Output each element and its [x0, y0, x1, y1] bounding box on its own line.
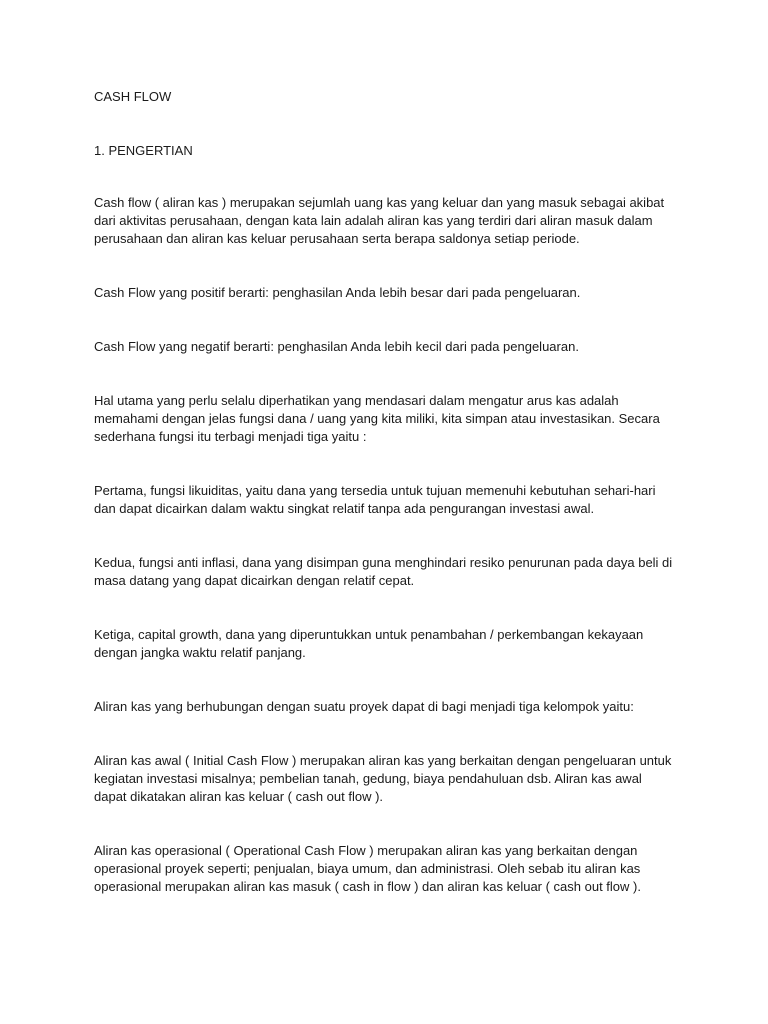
paragraph-fund-functions: Hal utama yang perlu selalu diperhatikan yang mendasari dalam mengatur arus kas adalah memahami dengan jelas fungsi dana / uang yang kita miliki, kita simpan atau investasikan. Secara sederhana fungsi itu terbagi menjadi tiga yaitu :: [94, 393, 660, 444]
document-body: [94, 88, 674, 896]
paragraph-project-cash-flow: Aliran kas yang berhubungan dengan suatu proyek dapat di bagi menjadi tiga kelompok yaitu:: [94, 699, 634, 714]
document-title: CASH FLOW: [94, 89, 172, 104]
paragraph-operational-cash-flow: Aliran kas operasional ( Operational Cash Flow ) merupakan aliran kas yang berkaitan dengan operasional proyek seperti; penjualan, biaya umum, dan administrasi. Oleh sebab itu aliran kas operasional merupakan aliran kas masuk ( cash in flow ) dan aliran kas keluar ( cash out flow ).: [94, 843, 641, 894]
paragraph-liquidity: Pertama, fungsi likuiditas, yaitu dana yang tersedia untuk tujuan memenuhi kebutuhan sehari-hari dan dapat dicairkan dalam waktu singkat relatif tanpa ada pengurangan investasi awal.: [94, 483, 656, 516]
paragraph-negative-cash-flow: Cash Flow yang negatif berarti: penghasilan Anda lebih kecil dari pada pengeluaran.: [94, 339, 579, 354]
paragraph-definition: Cash flow ( aliran kas ) merupakan sejumlah uang kas yang keluar dan yang masuk sebagai akibat dari aktivitas perusahaan, dengan kata lain adalah aliran kas yang terdiri dari aliran masuk dalam perusahaan dan aliran kas keluar perusahaan serta berapa saldonya setiap periode.: [94, 195, 665, 246]
paragraph-capital-growth: Ketiga, capital growth, dana yang diperuntukkan untuk penambahan / perkembangan kekayaan dengan jangka waktu relatif panjang.: [94, 627, 644, 660]
paragraph-positive-cash-flow: Cash Flow yang positif berarti: penghasilan Anda lebih besar dari pada pengeluaran.: [94, 285, 581, 300]
paragraph-initial-cash-flow: Aliran kas awal ( Initial Cash Flow ) merupakan aliran kas yang berkaitan dengan pengeluaran untuk kegiatan investasi misalnya; pembelian tanah, gedung, biaya pendahuluan dsb. Aliran kas awal dapat dikatakan aliran kas keluar ( cash out flow ).: [94, 753, 672, 804]
paragraph-anti-inflation: Kedua, fungsi anti inflasi, dana yang disimpan guna menghindari resiko penurunan pada daya beli di masa datang yang dapat dicairkan dengan relatif cepat.: [94, 555, 673, 588]
section-heading: 1. PENGERTIAN: [94, 143, 193, 158]
